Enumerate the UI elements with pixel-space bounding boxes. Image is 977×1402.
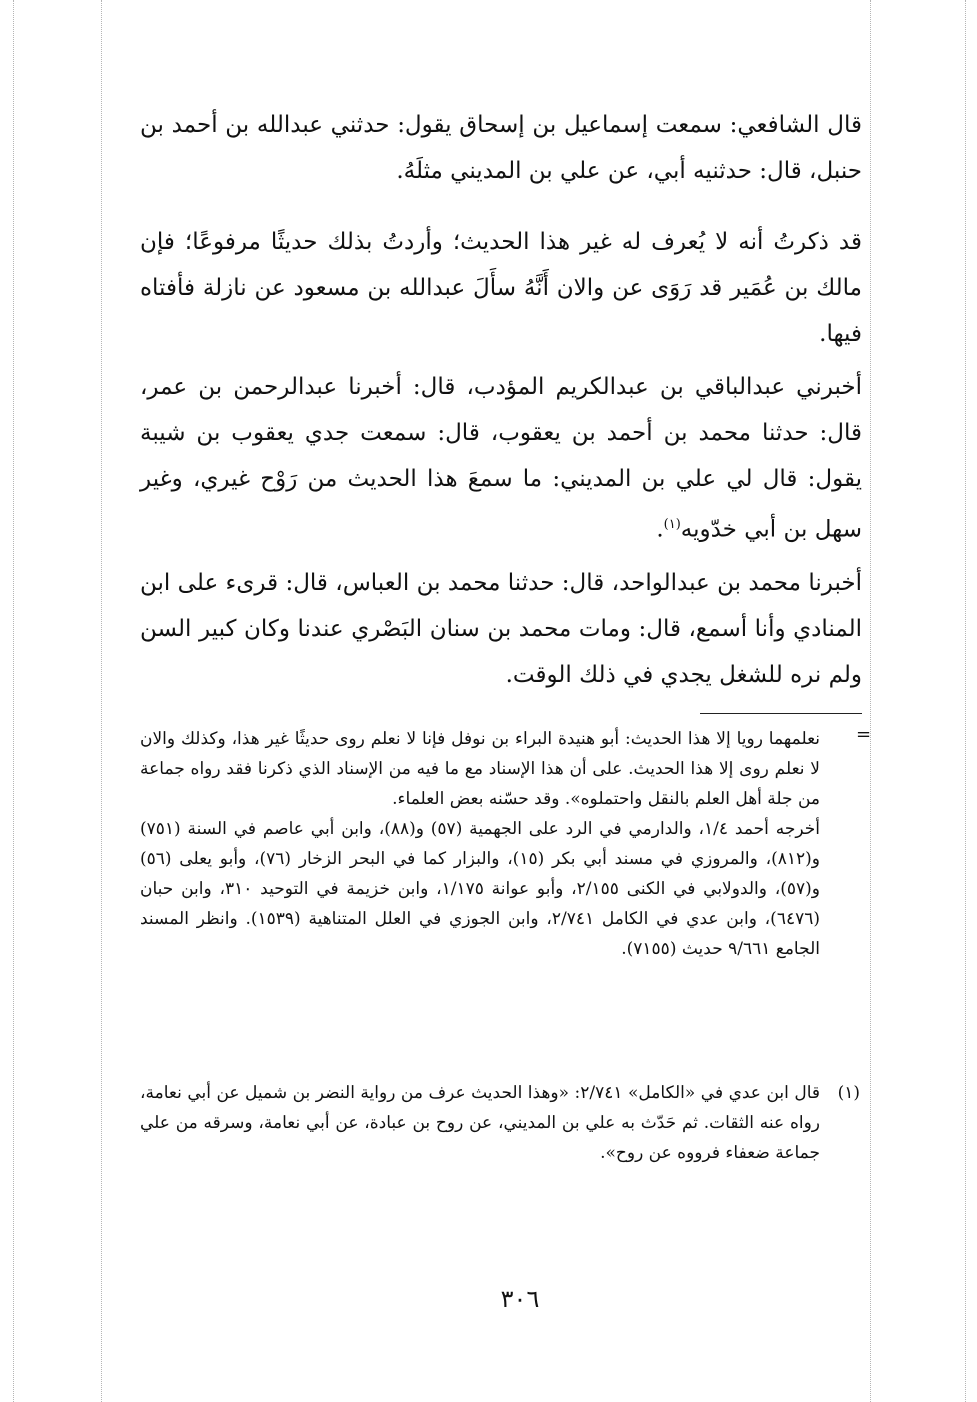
main-paragraph-3 <box>140 364 862 553</box>
paragraph-text: أخبرنا محمد بن عبدالواحد، قال: حدثنا محمد بن العباس، قال: قرىء على ابن المنادي وأنا أسمع، قال: ومات محمد بن سنان البَصْري عندنا وكان كبير السن ولم نره للشغل يجدي في ذلك الوقت. <box>140 570 862 688</box>
main-paragraph-1 <box>140 102 862 194</box>
paragraph-text: قال الشافعي: سمعت إسماعيل بن إسحاق يقول: حدثني عبدالله بن أحمد بن حنبل، قال: حدثنيه أبي، عن علي بن المديني مثلَهُ. <box>140 112 862 184</box>
dotted-margin-line <box>13 0 14 1402</box>
dotted-margin-line <box>965 0 966 1402</box>
footnote-separator <box>700 713 862 714</box>
footnote-reference[interactable]: (١) <box>663 517 681 532</box>
footnote-continuation <box>140 724 820 964</box>
paragraph-text: قد ذكرتُ أنه لا يُعرف له غير هذا الحديث؛ وأردتُ بذلك حديثًا مرفوعًا؛ فإن مالك بن عُمَير قد رَوَى عن والان أَنَّهُ سأَلَ عبدالله بن مسعود عن نازلة فأفتاه فيها. <box>140 229 862 347</box>
footnote-continuation-mark: = <box>856 724 872 745</box>
page-number: ٣٠٦ <box>500 1285 540 1313</box>
footnote-1 <box>140 1078 820 1168</box>
paragraph-text <box>140 364 862 553</box>
footnote-text: أخرجه أحمد ١/٤، والدارمي في الرد على الجهمية (٥٧) و(٨٨)، وابن أبي عاصم في السنة (٧٥١) و(٨١٢)، والمروزي في مسند أبي بكر (١٥)، والبزار كما في البحر الزخار (٧٦)، وأبو يعلى (٥٦) و(٥٧)، والدولابي في الكنى ٢/١٥٥، وأبو عوانة ١/١٧٥، وابن خزيمة في التوحيد ٣١٠، وابن حبان (٦٤٧٦)، وابن عدي في الكامل ٢/٧٤١، وابن الجوزي في العلل المتناهية (١٥٣٩). وانظر المسند الجامع ٩/٦٦١ حديث (٧١٥٥). <box>140 819 821 959</box>
footnote-text: نعلمهما رويا إلا هذا الحديث: أبو هنيدة البراء بن نوفل فإنا لا نعلم روى حديثًا غير هذا، وكذلك والان لا نعلم روى إلا هذا الحديث. على أن هذا الإسناد مع ما فيه من الإسناد الذي ذكرنا فقد رواه جماعة من جلة أهل العلم بالنقل واحتملوه». وقد حسّنه بعض العلماء. <box>140 729 820 809</box>
paragraph-body: أخبرني عبدالباقي بن عبدالكريم المؤدب، قال: أخبرنا عبدالرحمن بن عمر، قال: حدثنا محمد بن أحمد بن يعقوب، قال: سمعت جدي يعقوب بن شيبة يقول: قال لي علي بن المديني: ما سمعَ هذا الحديث من رَوْح غيري، وغير سهل بن أبي خدّويه <box>140 374 862 543</box>
main-paragraph-2 <box>140 219 862 357</box>
dotted-margin-line <box>870 0 871 1402</box>
footnote-text: قال ابن عدي في «الكامل» ٢/٧٤١: «وهذا الحديث عرف من رواية النضر بن شميل عن أبي نعامة، رواه عنه الثقات. ثم حَدّث به علي بن المديني، عن روح بن عبادة، عن أبي نعامة، وسرقه من علي جماعة ضعفاء فرووه عن روح». <box>140 1083 820 1163</box>
dotted-margin-line <box>101 0 102 1402</box>
paragraph-end: . <box>656 516 664 543</box>
footnote-number: (١) <box>837 1083 860 1103</box>
main-paragraph-4 <box>140 560 862 698</box>
